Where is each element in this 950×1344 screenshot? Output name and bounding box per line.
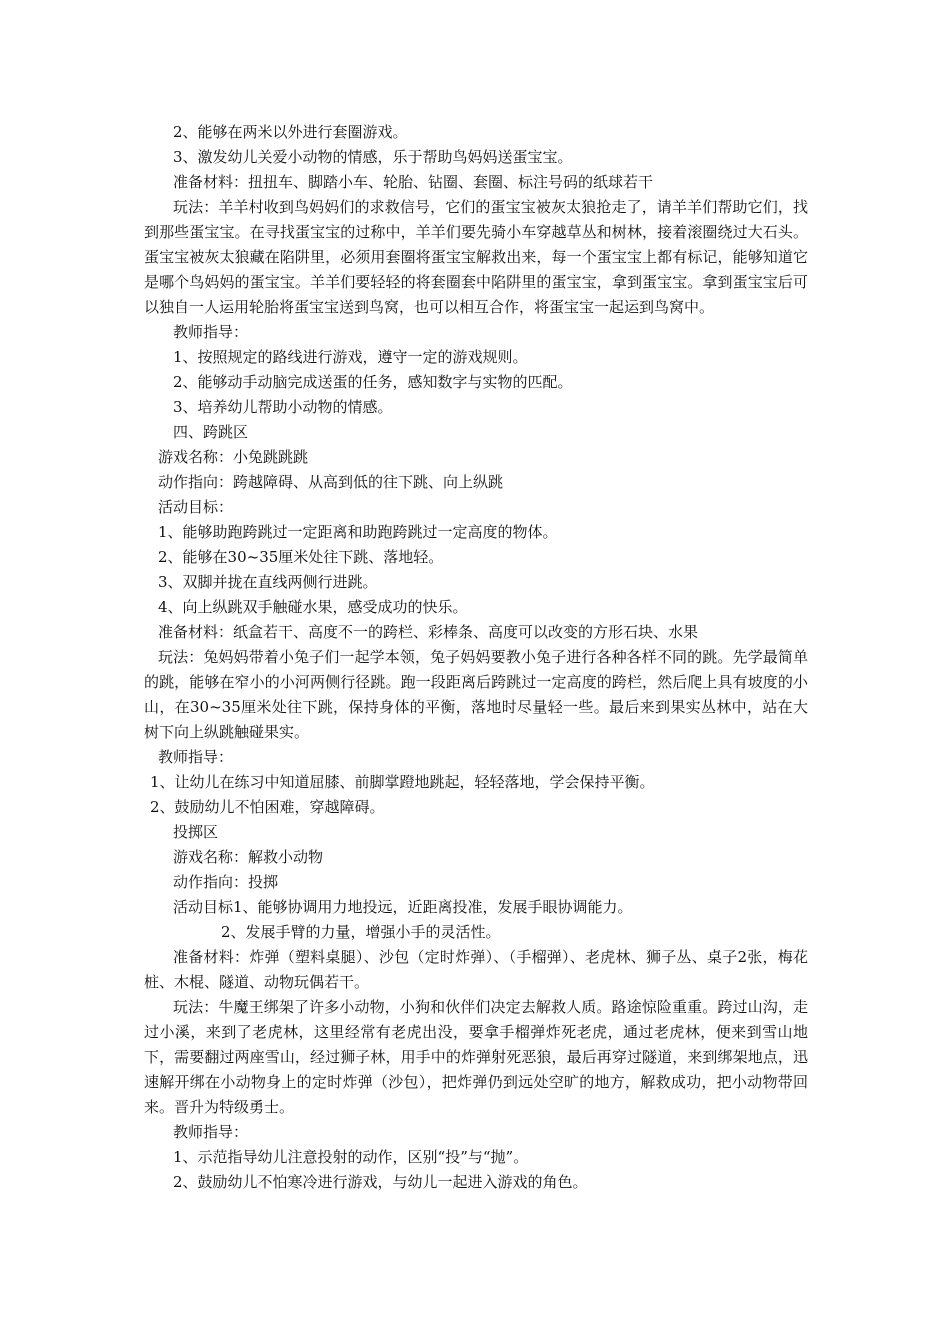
text-line: 1、示范指导幼儿注意投射的动作，区别“投”与“抛”。 xyxy=(173,1148,529,1166)
text-line: 教师指导： xyxy=(158,748,234,766)
text-line: 教师指导： xyxy=(173,1123,249,1141)
text-line: 1、能够助跑跨跳过一定距离和助跑跨跳过一定高度的物体。 xyxy=(158,523,558,541)
text-line: 游戏名称：解救小动物 xyxy=(173,848,324,866)
text-line: 准备材料：扭扭车、脚踏小车、轮胎、钻圈、套圈、标注号码的纸球若干 xyxy=(173,173,654,191)
section-heading: 投掷区 xyxy=(173,823,219,841)
text-line: 4、向上纵跳双手触碰水果，感受成功的快乐。 xyxy=(158,598,468,616)
paragraph: 玩法：兔妈妈带着小兔子们一起学本领，兔子妈妈要教小兔子进行各种各样不同的跳。先学最简单的跳，能够在窄小的小河两侧行径跳。跑一段距离后跨跳过一定高度的跨栏，然后爬上具有坡度的小山，在30~35厘米处往下跳，保持身体的平衡，落地时尽量轻一些。最后来到果实丛林中，站在大树下向上纵跳触碰果实。 xyxy=(144,648,808,741)
text-line: 1、让幼儿在练习中知道屈膝、前脚掌蹬地跳起，轻轻落地，学会保持平衡。 xyxy=(150,773,655,791)
text-line: 动作指向：投掷 xyxy=(173,873,279,891)
text-line: 2、发展手臂的力量，增强小手的灵活性。 xyxy=(221,923,501,941)
text-line: 1、按照规定的路线进行游戏，遵守一定的游戏规则。 xyxy=(173,348,528,366)
text-line: 2、能够在两米以外进行套圈游戏。 xyxy=(173,123,408,141)
text-line: 3、双脚并拢在直线两侧行进跳。 xyxy=(158,573,378,591)
document-body xyxy=(144,120,808,1195)
text-line: 动作指向：跨越障碍、从高到低的往下跳、向上纵跳 xyxy=(158,473,504,491)
text-line: 3、激发幼儿关爱小动物的情感，乐于帮助鸟妈妈送蛋宝宝。 xyxy=(173,148,573,166)
text-line: 活动目标1、能够协调用力地投远，近距离投准，发展手眼协调能力。 xyxy=(173,898,633,916)
text-line: 教师指导： xyxy=(173,323,249,341)
text-line: 2、鼓励幼儿不怕寒冷进行游戏，与幼儿一起进入游戏的角色。 xyxy=(173,1173,588,1191)
text-line: 游戏名称：小兔跳跳跳 xyxy=(158,448,309,466)
text-line: 活动目标： xyxy=(158,498,234,516)
paragraph: 玩法：羊羊村收到鸟妈妈们的求救信号，它们的蛋宝宝被灰太狼抢走了，请羊羊们帮助它们，找到那些蛋宝宝。在寻找蛋宝宝的过称中，羊羊们要先骑小车穿越草丛和树林，接着滚圈绕过大石头。蛋宝宝被灰太狼藏在陷阱里，必须用套圈将蛋宝宝解救出来，每一个蛋宝宝上都有标记，能够知道它是哪个鸟妈妈的蛋宝宝。羊羊们要轻轻的将套圈套中陷阱里的蛋宝宝，拿到蛋宝宝。拿到蛋宝宝后可以独自一人运用轮胎将蛋宝宝送到鸟窝，也可以相互合作，将蛋宝宝一起运到鸟窝中。 xyxy=(144,198,808,316)
paragraph: 玩法：牛魔王绑架了许多小动物，小狗和伙伴们决定去解救人质。路途惊险重重。跨过山沟，走过小溪，来到了老虎林，这里经常有老虎出没，要拿手榴弹炸死老虎，通过老虎林，便来到雪山地下，需要翻过两座雪山，经过狮子林，用手中的炸弹射死恶狼，最后再穿过隧道，来到绑架地点，迅速解开绑在小动物身上的定时炸弹（沙包），把炸弹仍到远处空旷的地方，解救成功，把小动物带回来。晋升为特级勇士。 xyxy=(144,998,808,1116)
section-heading: 四、跨跳区 xyxy=(173,423,249,441)
text-line: 3、培养幼儿帮助小动物的情感。 xyxy=(173,398,393,416)
text-line: 准备材料：纸盒若干、高度不一的跨栏、彩棒条、高度可以改变的方形石块、水果 xyxy=(158,623,699,641)
text-line: 2、能够动手动脑完成送蛋的任务，感知数字与实物的匹配。 xyxy=(173,373,573,391)
text-line: 2、能够在30~35厘米处往下跳、落地轻。 xyxy=(158,548,444,566)
paragraph: 准备材料：炸弹（塑料桌腿）、沙包（定时炸弹）、（手榴弹）、老虎林、狮子丛、桌子2张，梅花桩、木棍、隧道、动物玩偶若干。 xyxy=(144,948,808,991)
text-line: 2、鼓励幼儿不怕困难，穿越障碍。 xyxy=(150,798,385,816)
